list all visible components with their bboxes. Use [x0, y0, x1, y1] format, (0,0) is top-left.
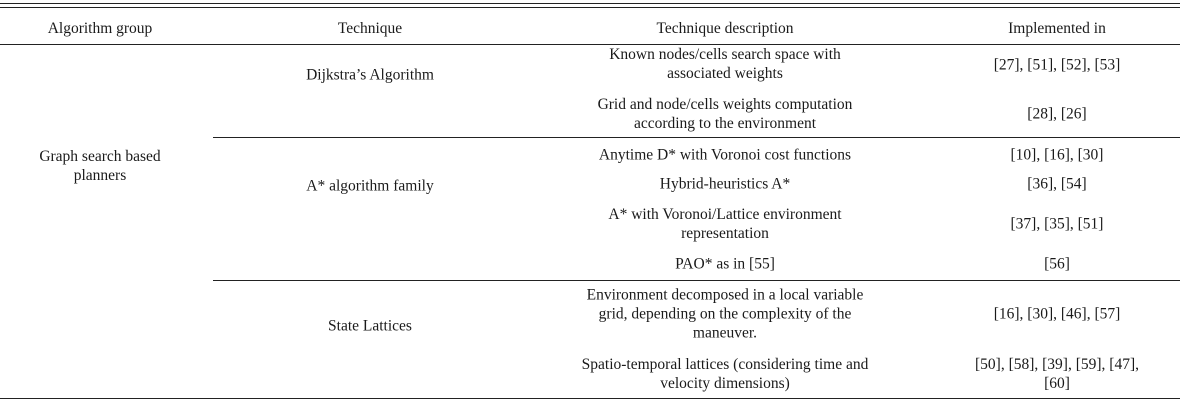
algorithm-group-line: Graph search based — [39, 148, 161, 165]
references-line: [50], [58], [39], [59], [47], — [975, 356, 1139, 373]
references-line: [60] — [1044, 375, 1070, 392]
references-cell — [934, 255, 1180, 274]
description-cell — [530, 255, 920, 274]
technique-a-star: A* algorithm family — [306, 177, 434, 195]
references-line: [36], [54] — [1027, 175, 1087, 193]
references-line: [37], [35], [51] — [1010, 215, 1104, 233]
section-rule — [213, 280, 1180, 281]
header-algorithm-group: Algorithm group — [47, 20, 153, 37]
header-technique: Technique — [337, 20, 403, 37]
references-line: [28], [26] — [1027, 105, 1087, 123]
description-line: associated weights — [667, 65, 783, 82]
references-line: [10], [16], [30] — [1010, 146, 1104, 164]
algorithm-group-line: planners — [73, 167, 127, 184]
references-line: [56] — [1044, 255, 1070, 273]
references-cell — [934, 146, 1180, 165]
references-cell — [934, 105, 1180, 124]
header-technique-description: Technique description — [656, 20, 794, 37]
technique-state-lattices: State Lattices — [328, 317, 412, 335]
description-line: PAO* as in [55] — [675, 255, 775, 273]
description-cell — [530, 355, 920, 393]
references-cell — [934, 305, 1180, 324]
header-implemented-in: Implemented in — [1008, 20, 1106, 37]
description-line: A* with Voronoi/Lattice environment — [608, 206, 842, 223]
technique-dijkstra: Dijkstra’s Algorithm — [306, 66, 434, 84]
description-cell — [530, 175, 920, 194]
references-cell — [934, 355, 1180, 393]
description-cell — [530, 286, 920, 343]
description-line: Environment decomposed in a local variable — [586, 286, 864, 304]
table-top-rule-1 — [0, 3, 1180, 4]
references-line: [16], [30], [46], [57] — [993, 305, 1121, 323]
references-cell — [934, 175, 1180, 194]
description-cell — [530, 205, 920, 243]
table-bottom-rule — [0, 398, 1180, 399]
description-cell — [530, 45, 920, 83]
description-line: Anytime D* with Voronoi cost functions — [598, 146, 852, 164]
algorithm-group-cell — [0, 147, 200, 185]
references-line: [27], [51], [52], [53] — [993, 56, 1121, 74]
description-line: Known nodes/cells search space with — [609, 46, 841, 63]
description-line: Hybrid-heuristics A* — [659, 175, 791, 193]
description-line: according to the environment — [633, 115, 817, 132]
description-line: Grid and node/cells weights computation — [597, 96, 853, 113]
description-line: maneuver. — [692, 324, 758, 342]
references-cell — [934, 56, 1180, 75]
description-line: grid, depending on the complexity of the — [598, 305, 852, 323]
description-line: velocity dimensions) — [660, 375, 790, 392]
description-cell — [530, 95, 920, 133]
table-top-rule-2 — [0, 7, 1180, 8]
description-line: Spatio-temporal lattices (considering time and — [581, 356, 869, 373]
references-cell — [934, 215, 1180, 234]
section-rule — [213, 137, 1180, 138]
description-cell — [530, 146, 920, 165]
description-line: representation — [681, 225, 769, 242]
